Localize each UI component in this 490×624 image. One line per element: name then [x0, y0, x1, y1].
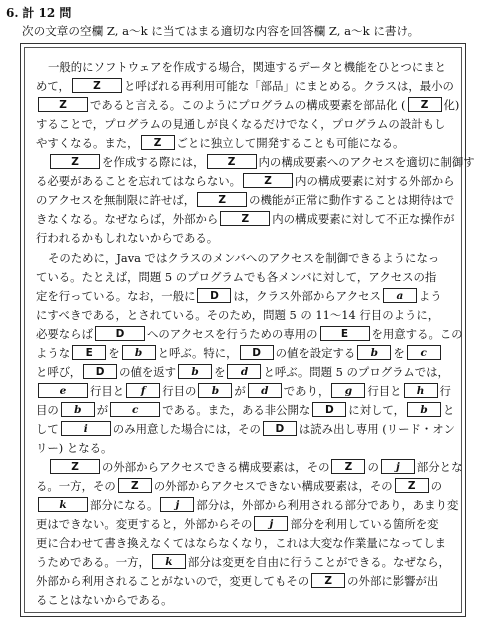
passage-text: 部分を利用している箇所を変: [290, 517, 439, 532]
passage-text: 目の: [36, 402, 59, 417]
passage-line: [36, 190, 456, 210]
answer-blank-d: D: [197, 288, 231, 303]
answer-blank-f: [126, 383, 160, 398]
answer-blank-c: [110, 402, 160, 417]
answer-blank-k: [152, 554, 186, 569]
passage-line: [36, 76, 456, 96]
passage-text: ている。たとえば，問題 5 のプログラムでも各メンバに対して，アクセスの指: [36, 269, 437, 284]
passage-text: にすべきである，とされている。そのため，問題 5 の 11～14 行目のように，: [36, 307, 440, 322]
passage-text: る必要があることを忘れてはならない。: [36, 174, 242, 189]
passage-text: ることはないからである。: [36, 593, 173, 608]
passage-line: [36, 305, 456, 325]
answer-blank-label: e: [59, 384, 67, 397]
answer-blank-z: Z: [197, 192, 247, 207]
passage-text: 化): [443, 98, 460, 113]
answer-blank-d: D: [83, 364, 117, 379]
answer-blank-i: [61, 421, 111, 436]
answer-blank-b: [61, 402, 95, 417]
passage-text: の外部に影響が出: [347, 574, 439, 589]
passage-text: 定を行っている。なお，一般に: [36, 288, 196, 303]
passage-text: は読み出し専用 (リード・オン: [298, 421, 456, 436]
passage-line: [36, 552, 456, 572]
passage-line: [36, 438, 456, 458]
answer-blank-z: Z: [408, 97, 442, 112]
passage-text: 部分は変更を自由に行うことができる。なぜなら，: [187, 555, 450, 570]
answer-blank-e: E: [320, 326, 370, 341]
passage-text: うためである。一方，: [36, 555, 150, 570]
answer-blank-label: c: [420, 346, 427, 359]
passage-line: [36, 419, 456, 439]
passage-text: 更はできない。変更すると，外部からその: [36, 517, 253, 532]
question-title: 計 12 問: [22, 6, 72, 20]
passage-text: 内の構成要素へのアクセスを適切に制御す: [258, 155, 475, 170]
passage-line: [36, 324, 463, 344]
passage-line: [36, 590, 456, 610]
answer-blank-label: g: [344, 384, 353, 397]
passage-text: 部分になる。: [90, 498, 159, 513]
answer-blank-z: Z: [395, 478, 429, 493]
answer-blank-label: b: [74, 403, 82, 416]
passage-text: と呼び，: [36, 364, 82, 379]
answer-blank-h: [404, 383, 438, 398]
answer-blank-z: Z: [38, 97, 88, 112]
passage-text: 行目と: [90, 383, 125, 398]
passage-line: [36, 362, 456, 382]
passage-text: 内の構成要素に対して不正な操作が: [272, 212, 455, 227]
passage-line: [36, 228, 456, 248]
passage-text: は，クラス外部からアクセス: [233, 288, 381, 303]
passage-text: やすくなる。また，: [36, 136, 139, 151]
passage-text: のみ用意した場合には，その: [112, 421, 261, 436]
answer-blank-label: b: [134, 346, 143, 359]
answer-blank-label: d: [240, 365, 249, 378]
question-number: 6.: [6, 6, 19, 20]
passage-text: の値を設定する: [275, 345, 356, 360]
passage-text: 一般的にソフトウェアを作成する場合，関連するデータと機能をひとつにまと: [48, 60, 446, 74]
passage-line: [36, 381, 456, 401]
passage-text: を: [393, 345, 405, 360]
answer-blank-label: b: [420, 403, 428, 416]
passage-line: [36, 114, 456, 134]
answer-blank-z: Z: [72, 78, 122, 93]
answer-blank-z: Z: [50, 154, 100, 169]
passage-line: [36, 171, 456, 191]
passage-line: [36, 400, 456, 420]
passage-text: が: [234, 383, 246, 398]
answer-blank-d: D: [240, 345, 274, 360]
passage-line: [36, 209, 456, 229]
passage-text: る。一方，その: [36, 479, 116, 494]
answer-blank-label: j: [395, 461, 400, 474]
passage-text: 更に合わせて書き換えなくてはならなくなり，これは大変な作業量になってしま: [36, 536, 447, 551]
passage-text: ごとに独立して開発することも可能になる。: [176, 136, 405, 151]
answer-blank-label: k: [59, 499, 67, 512]
passage-text: 内の構成要素に対する外部から: [295, 174, 455, 189]
passage-line: [36, 152, 475, 172]
passage-text: 行目と: [367, 383, 402, 398]
passage-text: 必要ならば: [36, 326, 93, 341]
passage-text: と呼ばれる再利用可能な「部品」にまとめる。クラスは，最小の: [123, 79, 454, 94]
passage-text: の機能が正常に動作することは期待はで: [249, 193, 455, 208]
answer-blank-d: [227, 364, 261, 379]
answer-blank-label: i: [83, 422, 88, 435]
passage-text: の外部からアクセスできる構成要素は，その: [102, 460, 330, 475]
passage-text: を: [108, 345, 120, 360]
question-header: [6, 5, 71, 21]
passage-text: 部分とな: [416, 460, 463, 475]
passage-text: することで，プログラムの見通しが良くなるだけでなく，プログラムの設計もし: [36, 117, 446, 132]
passage-text: の外部からアクセスできない構成要素は，その: [153, 479, 393, 494]
passage-text: が: [96, 402, 109, 417]
answer-blank-d: [248, 383, 282, 398]
answer-blank-label: d: [261, 384, 269, 397]
passage-text: 行目の: [162, 383, 197, 398]
passage-text: の: [367, 460, 379, 475]
passage-text: めて，: [36, 79, 70, 94]
answer-blank-z: Z: [311, 573, 345, 588]
answer-blank-label: f: [140, 384, 146, 397]
passage-text: そのために，Java ではクラスのメンバへのアクセスを制御できるようになっ: [48, 250, 440, 265]
answer-blank-e: E: [72, 345, 106, 360]
answer-blank-label: j: [269, 518, 274, 531]
passage-text: に対して，: [348, 402, 406, 417]
answer-blank-z: Z: [50, 459, 100, 474]
passage-text: のアクセスを無制限に許せば，: [36, 193, 196, 208]
answer-blank-b: [122, 345, 156, 360]
instruction-text: 次の文章の空欄 Z, a～k に当てはまる適切な内容を回答欄 Z, a～k に書け。: [22, 24, 420, 38]
answer-blank-b: [357, 345, 391, 360]
passage-line: [36, 476, 456, 496]
passage-text: リー) となる。: [36, 441, 113, 455]
answer-blank-z: Z: [207, 154, 257, 169]
answer-blank-k: [38, 497, 88, 512]
passage-text: と: [443, 402, 455, 417]
passage-text: 外部から利用されることがないので，変更してもその: [36, 574, 310, 589]
answer-blank-d: D: [312, 402, 346, 417]
passage-text: きなくなる。なぜならば，外部から: [36, 212, 219, 227]
answer-blank-label: h: [416, 384, 425, 397]
answer-blank-z: Z: [331, 459, 365, 474]
answer-blank-z: Z: [118, 478, 152, 493]
passage-text: へのアクセスを行うための専用の: [146, 326, 318, 341]
answer-blank-label: b: [191, 365, 199, 378]
answer-blank-e: [38, 383, 88, 398]
answer-blank-label: c: [132, 403, 139, 416]
passage-line: [36, 514, 456, 534]
passage-text: 行われるかもしれないからである。: [36, 231, 219, 246]
passage-line: [36, 95, 460, 115]
answer-blank-d: D: [95, 326, 145, 341]
answer-blank-j: [160, 497, 194, 512]
passage-line: [36, 286, 456, 306]
answer-blank-label: j: [175, 499, 180, 512]
answer-blank-j: [254, 516, 288, 531]
passage-text: よう: [418, 288, 442, 303]
answer-blank-b: [198, 383, 232, 398]
passage-line: [36, 248, 468, 268]
answer-blank-b: [407, 402, 441, 417]
passage-line: [36, 343, 456, 363]
answer-blank-b: [178, 364, 212, 379]
passage-text: の値を返す: [119, 364, 177, 379]
passage-text: 行: [439, 383, 451, 398]
passage-text: と呼ぶ。特に，: [157, 345, 238, 360]
answer-blank-label: k: [165, 556, 173, 569]
passage-line: [36, 571, 456, 591]
passage-text: である。また，ある非公開な: [162, 402, 311, 417]
passage-text: を用意する。この: [371, 326, 463, 341]
passage-text: と呼ぶ。問題 5 のプログラムでは，: [263, 364, 449, 379]
answer-blank-z: Z: [243, 173, 293, 188]
answer-blank-label: b: [211, 384, 220, 397]
answer-blank-c: [407, 345, 441, 360]
answer-blank-g: [331, 383, 365, 398]
passage-text: して: [36, 421, 59, 436]
passage-line: [36, 495, 459, 515]
answer-blank-z: Z: [220, 211, 270, 226]
passage-text: であり，: [283, 383, 330, 398]
answer-blank-a: [383, 288, 417, 303]
passage-line: [36, 133, 456, 153]
passage-text: を作成する際には，: [102, 155, 205, 170]
passage-text: ような: [36, 345, 71, 360]
answer-blank-label: a: [396, 289, 404, 302]
answer-blank-d: D: [263, 421, 297, 436]
passage-line: [36, 57, 468, 77]
passage-line: [36, 457, 468, 477]
passage-text: を: [214, 364, 226, 379]
passage-line: [36, 267, 456, 287]
passage-line: [36, 533, 456, 553]
answer-blank-j: [381, 459, 415, 474]
passage-text: の: [430, 479, 443, 494]
passage-text: 部分は，外部から利用される部分であり，あまり変: [196, 498, 459, 513]
answer-blank-label: b: [370, 346, 378, 359]
answer-blank-z: Z: [141, 135, 175, 150]
passage-text: であると言える。このようにプログラムの構成要素を部品化 (: [90, 98, 406, 113]
